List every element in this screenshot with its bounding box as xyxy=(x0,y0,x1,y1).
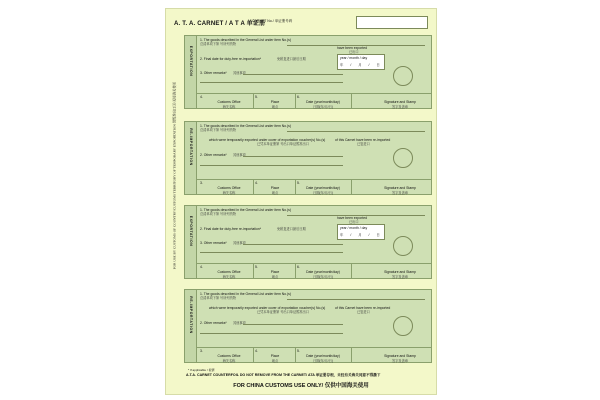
voucher-line: which were temporarily exported under cover of exportation voucher(s) No.(s) xyxy=(209,138,326,142)
other-remarks-label-cn: 其他事项 xyxy=(233,321,246,325)
goods-line: 1. The goods described in the General List under item No.(s) xyxy=(200,124,291,128)
footer-num-3: 3. xyxy=(200,181,203,185)
footer-num-5: 5. xyxy=(255,265,258,269)
remarks-field[interactable] xyxy=(243,244,343,245)
china-customs-notice: FOR CHINA CUSTOMS USE ONLY/ 仅供中国海关使用 xyxy=(233,383,369,389)
customs-office-label: Customs Office xyxy=(217,354,241,358)
divider xyxy=(295,264,296,278)
customs-office-label: Customs Office xyxy=(217,186,241,190)
stamp-circle xyxy=(393,236,413,256)
carnet-counterfoil-sheet xyxy=(165,8,437,395)
section-body xyxy=(196,122,431,194)
exported-label: have been exported xyxy=(337,46,367,50)
final-date-label-cn: 免税复进口最后日期 xyxy=(277,227,306,231)
footer-num-5: 5. xyxy=(297,349,300,353)
section-label: EXPORTATION xyxy=(189,45,193,77)
date-label: Date (year/month/day) xyxy=(306,100,340,104)
section-body xyxy=(196,36,431,108)
footer-num-4: 4. xyxy=(200,95,203,99)
place-label: Place xyxy=(270,100,280,104)
counterfoil-notice: A.T.A. CARNET COUNTERFOIL DO NOT REMOVE FROM THE CARNET/ ATA 单证册存根，未经有关海关同意不得撕下 xyxy=(186,373,381,377)
date-label-cn: 日期(年/月/日) xyxy=(313,359,333,363)
carnet-number-label: CARNET No./ 单证册号码 xyxy=(252,19,293,23)
date-label: Date (year/month/day) xyxy=(306,354,340,358)
divider xyxy=(351,94,352,108)
other-remarks-label: 3. Other remarks* xyxy=(200,71,227,75)
exportation-section-1 xyxy=(184,35,432,109)
place-label-cn: 地点 xyxy=(271,105,279,109)
divider xyxy=(295,180,296,194)
customs-office-label: Customs Office xyxy=(217,100,241,104)
remarks-field-2[interactable] xyxy=(200,333,343,334)
footer-num-4: 4. xyxy=(255,349,258,353)
divider xyxy=(253,348,254,362)
other-remarks-label-cn: 其他事项 xyxy=(233,71,246,75)
signature-label-cn: 签字及盖章 xyxy=(392,359,408,363)
final-date-label-cn: 免税复进口最后日期 xyxy=(277,57,306,61)
section-body xyxy=(196,290,431,362)
reimported-label-cn: 已复进口 xyxy=(357,142,370,146)
date-label-cn: 日期(年/月/日) xyxy=(313,191,333,195)
place-label-cn: 地点 xyxy=(271,275,279,279)
final-date-box[interactable]: year / month / day 年 / 月 / 日 xyxy=(337,54,385,70)
footer-num-6: 6. xyxy=(297,265,300,269)
exported-label-cn: 已出口 xyxy=(349,50,359,54)
footer-num-5: 5. xyxy=(255,95,258,99)
place-label: Place xyxy=(270,270,280,274)
section-label: RE-IMPORTATION xyxy=(189,128,193,166)
side-text: FOR USE BY CUSTOMS OF COUNTRY/CUSTOMS TERRITORY OF TEMPORARY EXPORTATION 供暂准出口国/关境海关使用 xyxy=(172,81,177,270)
divider xyxy=(351,180,352,194)
goods-line-cn: 总清单项下第 号所列货物 xyxy=(200,42,236,46)
section-footer xyxy=(197,347,431,362)
date-label-cn: 日期(年/月/日) xyxy=(313,275,333,279)
footer-num-3: 3. xyxy=(200,349,203,353)
divider xyxy=(295,348,296,362)
customs-office-label-cn: 海关名称 xyxy=(222,275,236,279)
voucher-line: which were temporarily exported under cover of exportation voucher(s) No.(s) xyxy=(209,306,326,310)
section-footer xyxy=(197,263,431,278)
final-date-label: 2. Final date for duty-free re-importation* xyxy=(200,57,262,61)
customs-office-label-cn: 海关名称 xyxy=(222,105,236,109)
signature-label: Signature and Stamp xyxy=(384,100,416,104)
goods-line: 1. The goods described in the General List under item No.(s) xyxy=(200,38,291,42)
customs-office-label-cn: 海关名称 xyxy=(222,191,236,195)
remarks-field-2[interactable] xyxy=(200,82,343,83)
divider xyxy=(295,94,296,108)
other-remarks-label: 2. Other remarks* xyxy=(200,153,227,157)
date-label-cn: 日期(年/月/日) xyxy=(313,105,333,109)
stamp-circle xyxy=(393,148,413,168)
other-remarks-label: 3. Other remarks* xyxy=(200,241,227,245)
date-label: Date (year/month/day) xyxy=(306,270,340,274)
footer-num-5: 5. xyxy=(297,181,300,185)
footer-num-6: 6. xyxy=(297,95,300,99)
place-label: Place xyxy=(270,354,280,358)
divider xyxy=(253,264,254,278)
place-label-cn: 地点 xyxy=(271,359,279,363)
item-numbers-field[interactable] xyxy=(287,131,425,132)
goods-line: 1. The goods described in the General List under item No.(s) xyxy=(200,292,291,296)
place-label: Place xyxy=(270,186,280,190)
divider xyxy=(253,94,254,108)
remarks-field[interactable] xyxy=(243,156,343,157)
exported-label: have been exported xyxy=(337,216,367,220)
divider xyxy=(351,264,352,278)
section-footer xyxy=(197,179,431,194)
signature-label-cn: 签字及盖章 xyxy=(392,275,408,279)
voucher-line-cn: 已凭本单证册第 号出口单证暂准出口 xyxy=(257,142,309,146)
footer-num-4: 4. xyxy=(200,265,203,269)
item-numbers-field[interactable] xyxy=(287,299,425,300)
signature-label-cn: 签字及盖章 xyxy=(392,191,408,195)
exportation-section-2 xyxy=(184,205,432,279)
reimportation-section-1 xyxy=(184,121,432,195)
side-text-column xyxy=(169,61,179,301)
divider xyxy=(253,180,254,194)
section-label: RE-IMPORTATION xyxy=(189,296,193,334)
remarks-field-2[interactable] xyxy=(200,252,343,253)
reimported-label-cn: 已复进口 xyxy=(357,310,370,314)
section-label: EXPORTATION xyxy=(189,215,193,247)
carnet-number-field[interactable] xyxy=(356,16,428,29)
final-date-box[interactable]: year / month / day 年 / 月 / 日 xyxy=(337,224,385,240)
section-footer xyxy=(197,93,431,108)
signature-label-cn: 签字及盖章 xyxy=(392,105,408,109)
goods-line: 1. The goods described in the General List under item No.(s) xyxy=(200,208,291,212)
remarks-field[interactable] xyxy=(243,324,343,325)
customs-office-label-cn: 海关名称 xyxy=(222,359,236,363)
remarks-field[interactable] xyxy=(243,74,343,75)
reimported-label: of this Carnet have been re-imported xyxy=(335,138,391,142)
remarks-field-2[interactable] xyxy=(200,165,343,166)
voucher-line-cn: 已凭本单证册第 号出口单证暂准出口 xyxy=(257,310,309,314)
signature-label: Signature and Stamp xyxy=(384,270,416,274)
exported-label-cn: 已出口 xyxy=(349,220,359,224)
signature-label: Signature and Stamp xyxy=(384,354,416,358)
carnet-title: A. T. A. CARNET / A T A 单证册 xyxy=(174,21,266,27)
applicable-note: * If applicable / 视情 xyxy=(188,368,215,372)
divider xyxy=(351,348,352,362)
final-date-label: 2. Final date for duty-free re-importation* xyxy=(200,227,262,231)
customs-office-label: Customs Office xyxy=(217,270,241,274)
footer-num-4: 4. xyxy=(255,181,258,185)
goods-line-cn: 总清单项下第 号所列货物 xyxy=(200,128,236,132)
reimportation-section-2 xyxy=(184,289,432,363)
stamp-circle xyxy=(393,316,413,336)
goods-line-cn: 总清单项下第 号所列货物 xyxy=(200,296,236,300)
other-remarks-label-cn: 其他事项 xyxy=(233,153,246,157)
place-label-cn: 地点 xyxy=(271,191,279,195)
stamp-circle xyxy=(393,66,413,86)
reimported-label: of this Carnet have been re-imported xyxy=(335,306,391,310)
date-label: Date (year/month/day) xyxy=(306,186,340,190)
goods-line-cn: 总清单项下第 号所列货物 xyxy=(200,212,236,216)
carnet-header xyxy=(166,15,436,31)
other-remarks-label: 2. Other remarks* xyxy=(200,321,227,325)
signature-label: Signature and Stamp xyxy=(384,186,416,190)
other-remarks-label-cn: 其他事项 xyxy=(233,241,246,245)
section-body xyxy=(196,206,431,278)
